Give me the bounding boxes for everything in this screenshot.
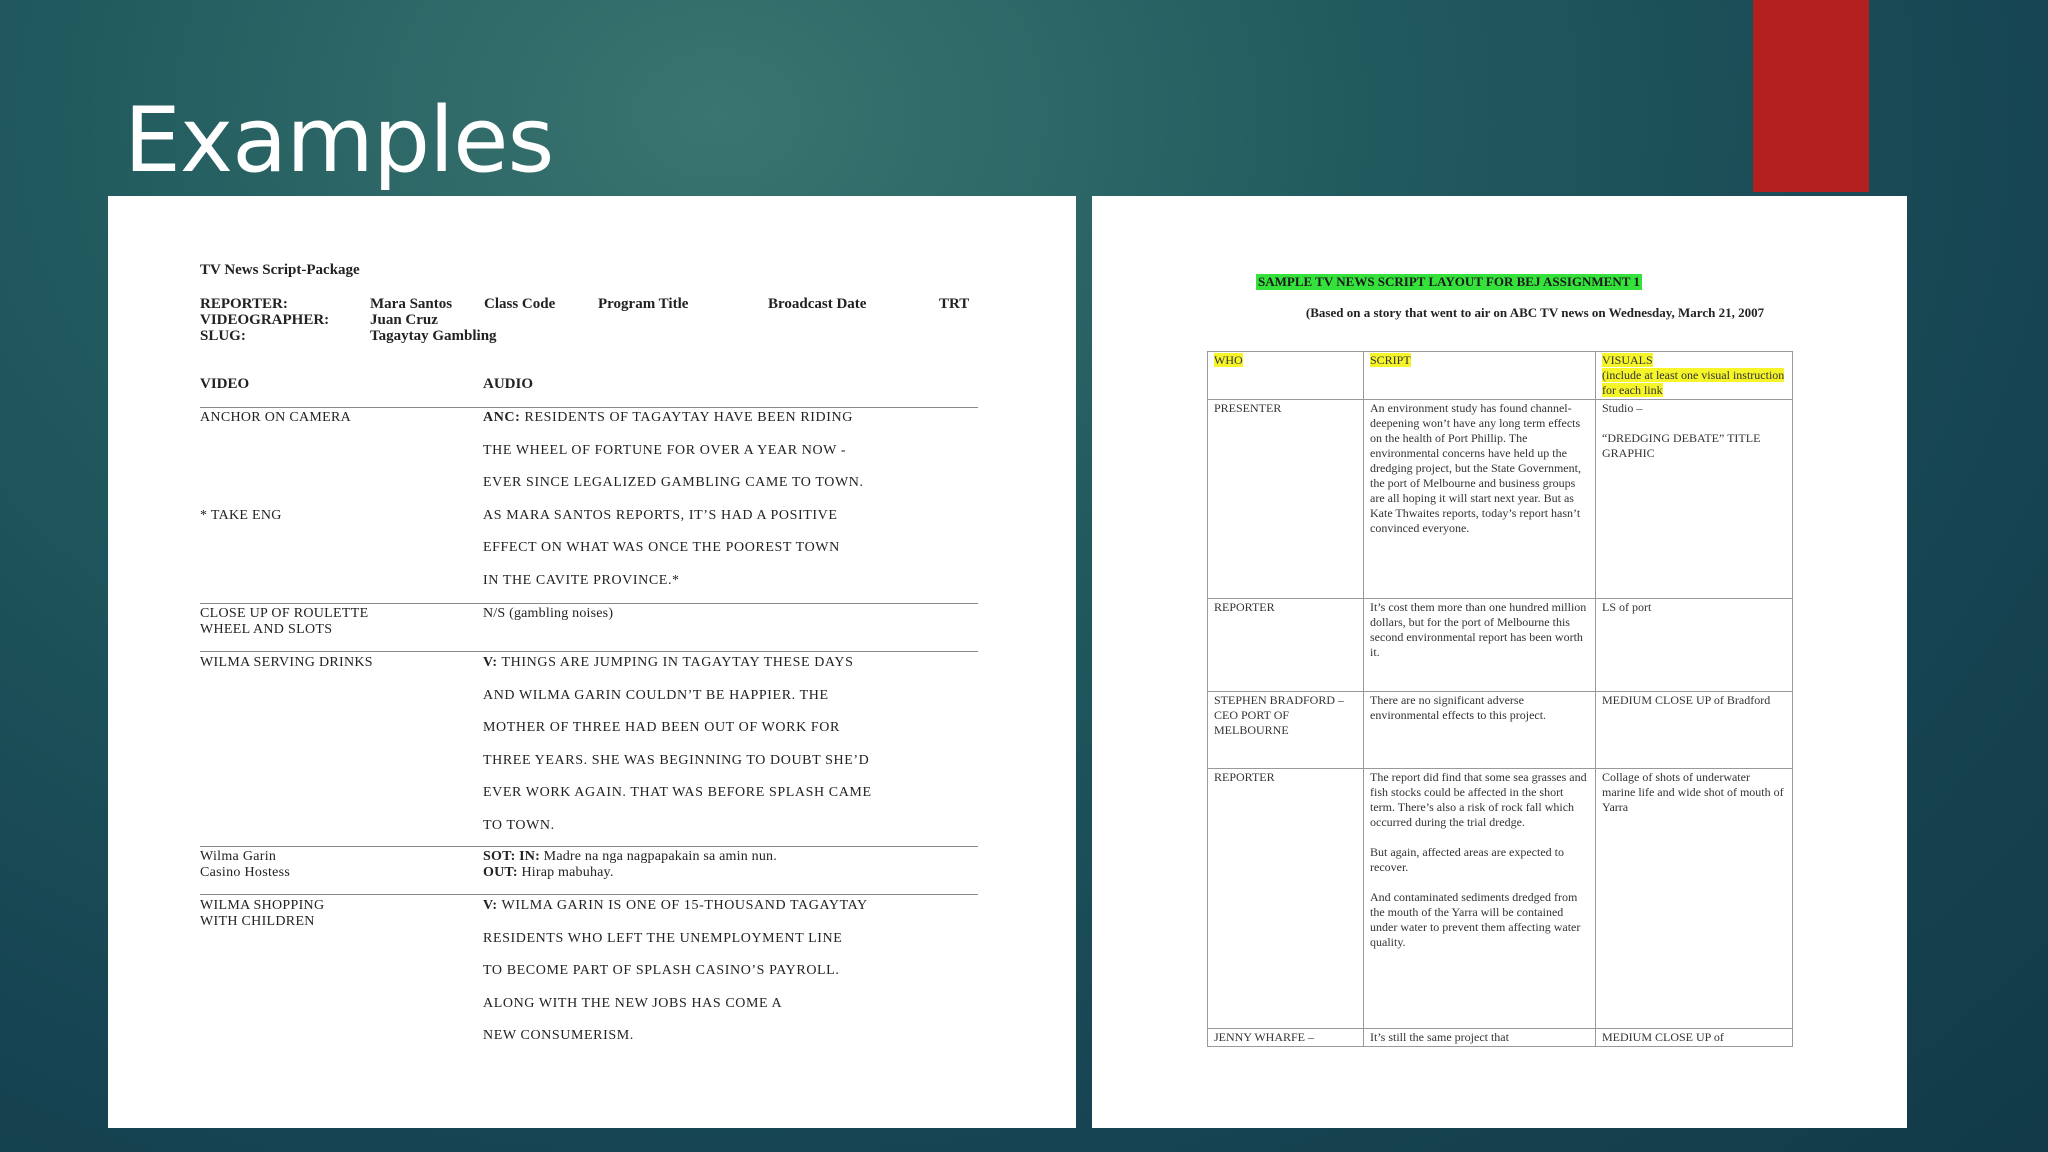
- voiceover-label: V:: [483, 655, 498, 670]
- audio-voiceover-script: V: WILMA GARIN IS ONE OF 15-THOUSAND TAGAYTAY RESIDENTS WHO LEFT THE UNEMPLOYMENT LINE TO BECOME PART OF SPLASH CASINO’S PAYROLL. ALONG WITH THE NEW JOBS HAS COME A NEW CONSUMERISM.: [483, 898, 868, 1044]
- video-cue: WILMA SERVING DRINKS: [200, 655, 373, 670]
- table-row: STEPHEN BRADFORD – CEO PORT OF MELBOURNE There are no significant adverse environmental effects to this project. MEDIUM CLOSE UP of Bradford: [1208, 692, 1793, 769]
- audio-anchor-script: ANC: RESIDENTS OF TAGAYTAY HAVE BEEN RIDING THE WHEEL OF FORTUNE FOR OVER A YEAR NOW - EVER SINCE LEGALIZED GAMBLING CAME TO TOWN. AS MARA SANTOS REPORTS, IT’S HAD A POSITIVE EFFECT ON WHAT WAS ONCE THE POOREST TOWN IN THE CAVITE PROVINCE.*: [483, 410, 864, 588]
- table-row: JENNY WHARFE – It’s still the same project that MEDIUM CLOSE UP of: [1208, 1029, 1793, 1047]
- sample-layout-subtitle: (Based on a story that went to air on ABC TV news on Wednesday, March 21, 2007: [1305, 305, 1765, 320]
- accent-red-block: [1753, 0, 1869, 192]
- video-cue: CLOSE UP OF ROULETTE WHEEL AND SLOTS: [200, 606, 369, 637]
- script-table: [1207, 351, 1793, 1047]
- slug-value: Tagaytay Gambling: [370, 328, 497, 344]
- doc-title: TV News Script-Package: [200, 262, 360, 278]
- script-package-document: [108, 196, 1076, 1128]
- audio-natural-sound: N/S (gambling noises): [483, 606, 614, 621]
- header-visuals: VISUALS (include at least one visual instruction for each link: [1596, 352, 1793, 400]
- video-cue: Wilma Garin Casino Hostess: [200, 849, 291, 880]
- table-header-row: [1208, 352, 1793, 400]
- audio-voiceover-script: V: THINGS ARE JUMPING IN TAGAYTAY THESE DAYS AND WILMA GARIN COULDN’T BE HAPPIER. THE MOTHER OF THREE HAD BEEN OUT OF WORK FOR THREE YEARS. SHE WAS BEGINNING TO DOUBT SHE’D EVER WORK AGAIN. THAT WAS BEFORE SPLASH CAME TO TOWN.: [483, 655, 872, 833]
- video-column-header: VIDEO: [200, 376, 250, 392]
- video-cue: ANCHOR ON CAMERA: [200, 410, 352, 425]
- reporter-label: REPORTER:: [200, 296, 288, 312]
- header-who: WHO: [1208, 352, 1364, 400]
- slide-title: Examples: [124, 88, 554, 193]
- videographer-name: Juan Cruz: [370, 312, 438, 328]
- sample-layout-title: SAMPLE TV NEWS SCRIPT LAYOUT FOR BEJ ASSIGNMENT 1: [1258, 274, 1640, 289]
- broadcast-date-label: Broadcast Date: [768, 296, 867, 312]
- class-code-label: Class Code: [484, 296, 556, 312]
- video-cue: WILMA SHOPPING WITH CHILDREN: [200, 898, 325, 929]
- header-script: SCRIPT: [1364, 352, 1596, 400]
- program-title-label: Program Title: [598, 296, 689, 312]
- table-row: REPORTER It’s cost them more than one hundred million dollars, but for the port of Melbourne this second environmental report has been worth it. LS of port: [1208, 599, 1793, 692]
- audio-sot: SOT: IN: Madre na nga nagpapakain sa amin nun. OUT: Hirap mabuhay.: [483, 849, 777, 880]
- sample-script-layout-document: [1092, 196, 1907, 1128]
- trt-label: TRT: [939, 296, 970, 312]
- videographer-label: VIDEOGRAPHER:: [200, 312, 330, 328]
- row-divider: [200, 846, 978, 847]
- voiceover-label: V:: [483, 898, 498, 913]
- reporter-name: Mara Santos: [370, 296, 453, 312]
- row-divider: [200, 603, 978, 604]
- table-row: PRESENTER An environment study has found channel-deepening won’t have any long term effects on the health of Port Phillip. The environmental concerns have held up the dredging project, but the State Government, the port of Melbourne and business groups are all hoping it will start next year. But as Kate Thwaites reports, today’s report hasn’t convinced everyone. Studio – “DREDGING DEBATE” TITLE GRAPHIC: [1208, 400, 1793, 599]
- table-row: REPORTER The report did find that some sea grasses and fish stocks could be affected in the short term. There’s also a risk of rock fall which occurred during the trial dredge. But again, affected areas are expected to recover. And contaminated sediments dredged from the mouth of the Yarra will be contained under water to prevent them affecting water quality. Collage of shots of underwater marine life and wide shot of mouth of Yarra: [1208, 769, 1793, 1029]
- video-cue: * TAKE ENG: [200, 508, 282, 523]
- audio-column-header: AUDIO: [483, 376, 534, 392]
- anchor-label: ANC:: [483, 410, 521, 425]
- slug-label: SLUG:: [200, 328, 246, 344]
